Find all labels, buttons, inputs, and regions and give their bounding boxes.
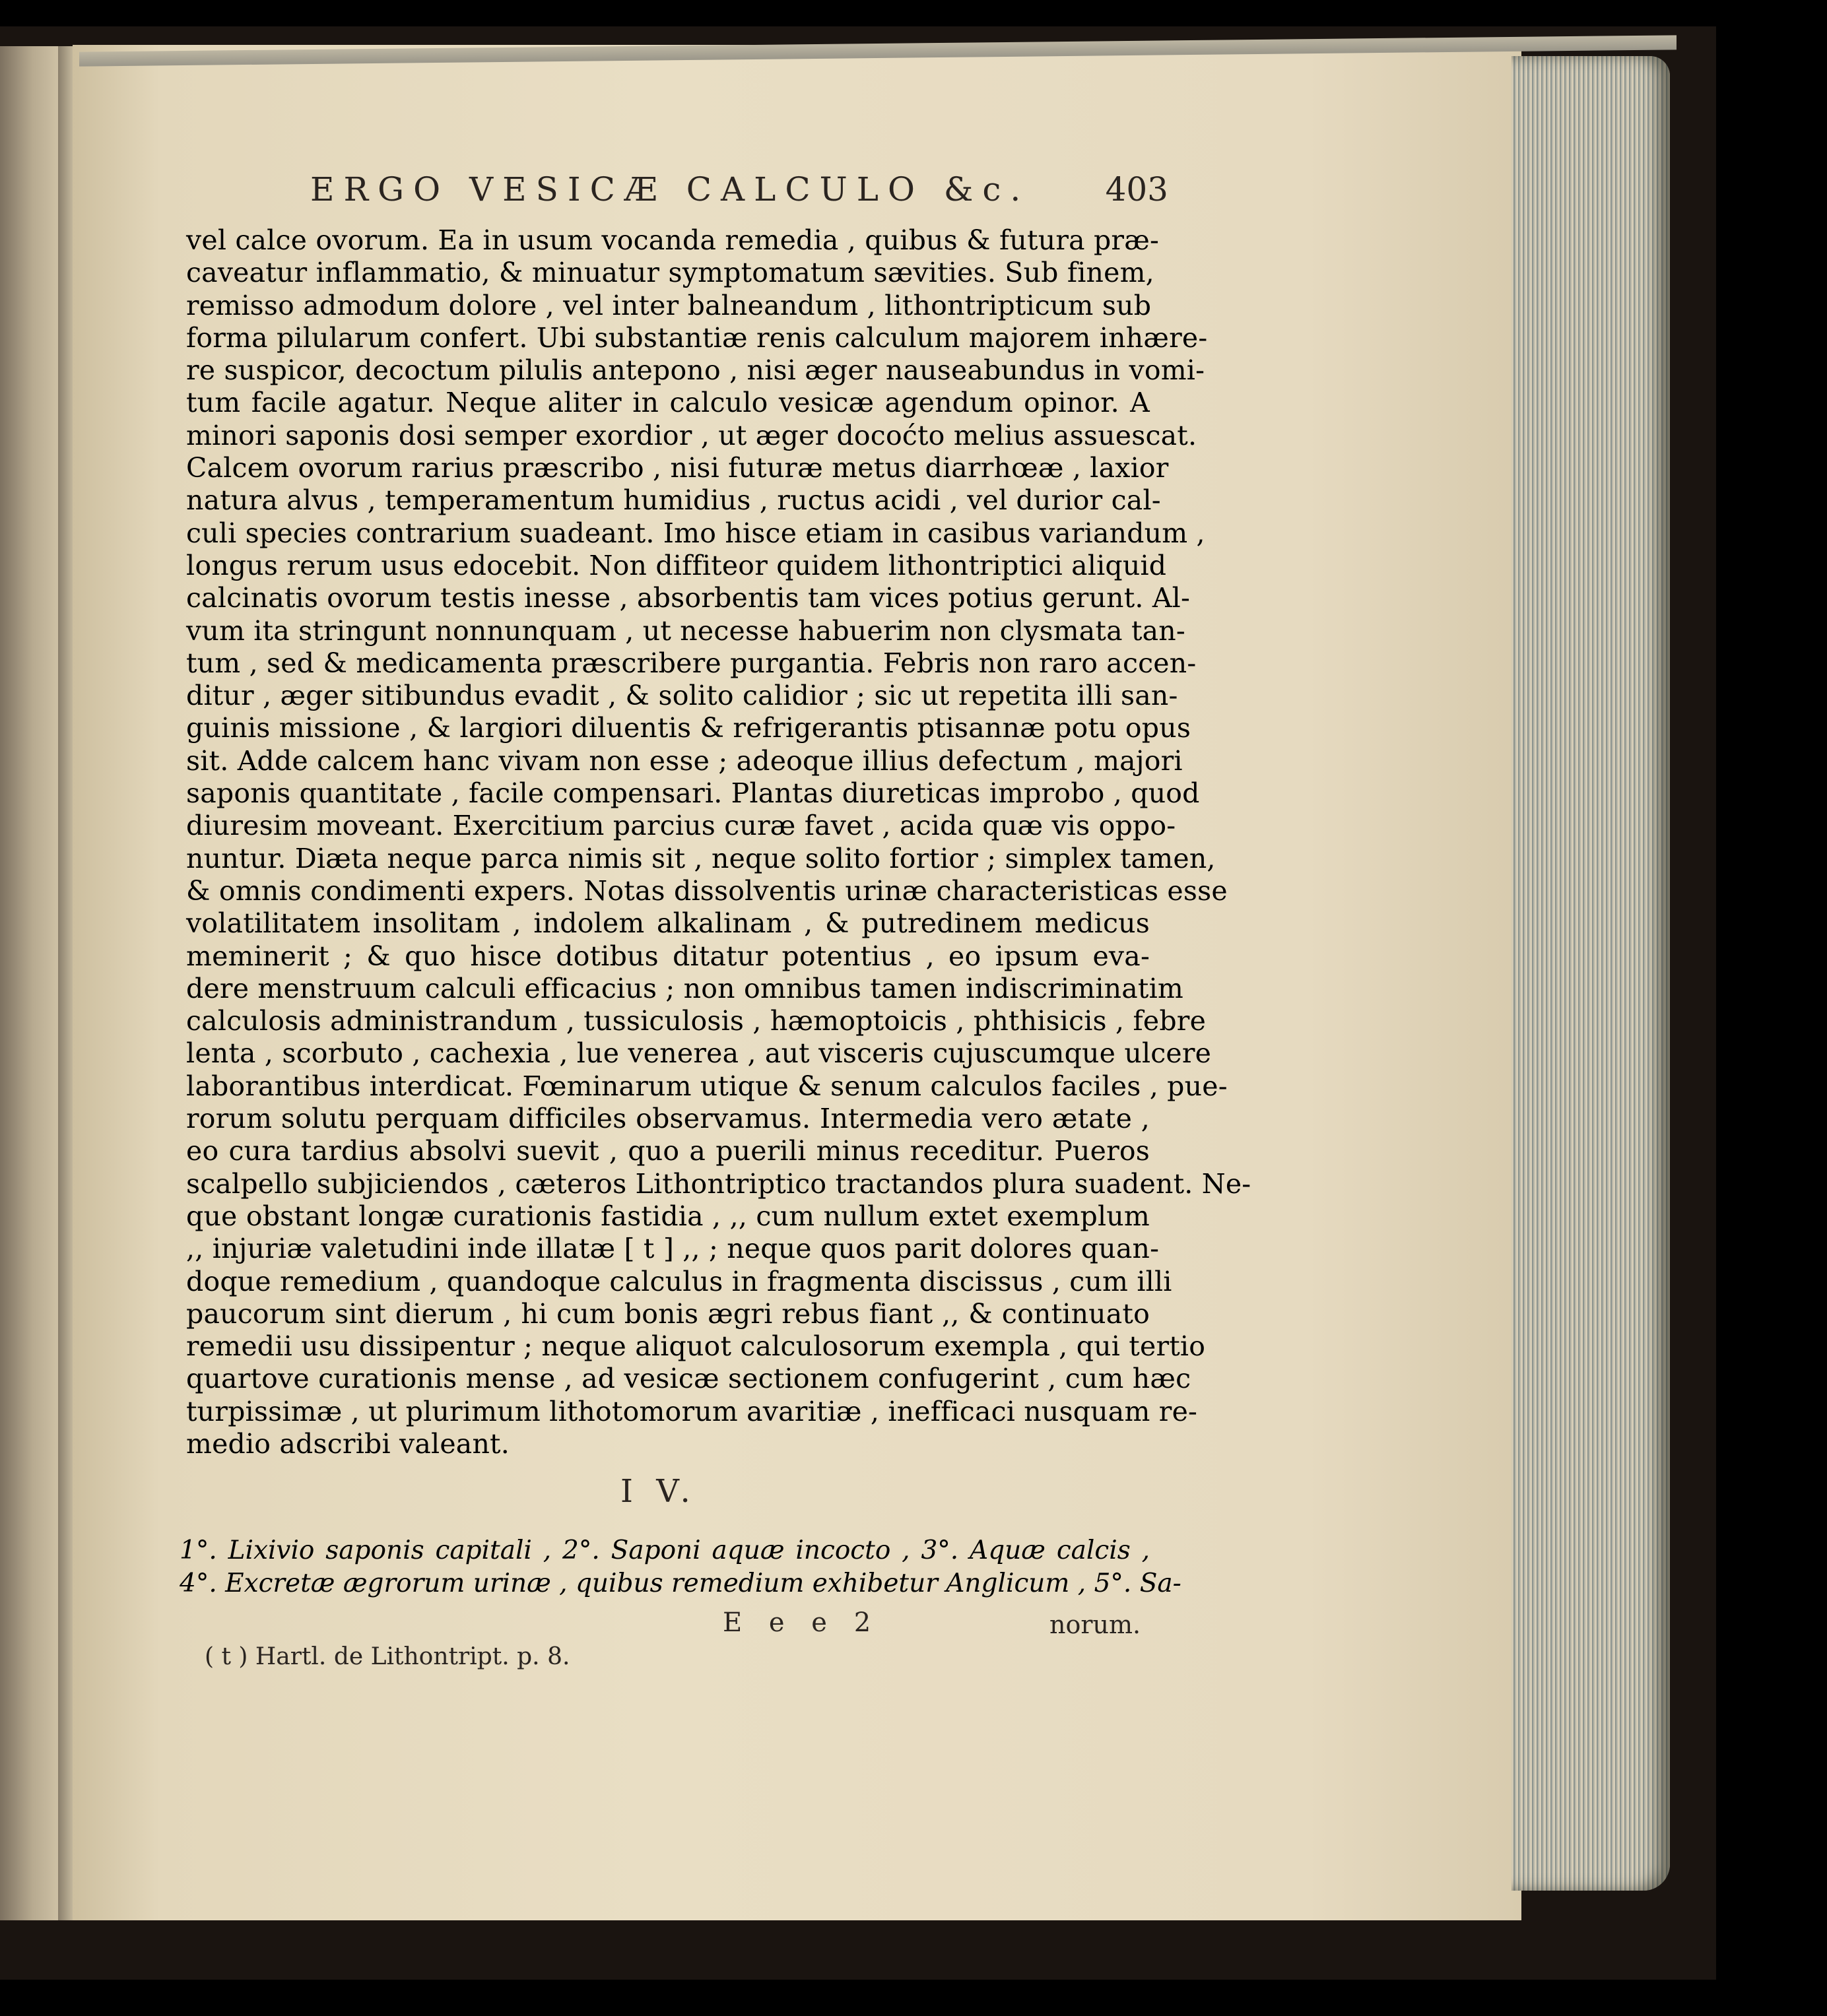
- text-line: longus rerum usus edocebit. Non diffiteor quidem lithontriptici aliquid: [186, 549, 1167, 581]
- signature-mark: E e e 2: [723, 1608, 880, 1638]
- text-line: remedii usu dissipentur ; neque aliquot calculosorum exempla , qui tertio: [186, 1330, 1206, 1363]
- text-line: & omnis condimenti expers. Notas dissolventis urinæ characteristicas esse: [186, 874, 1228, 907]
- text-line: remisso admodum dolore , vel inter balneandum , lithontripticum sub: [186, 289, 1152, 321]
- text-line: calcinatis ovorum testis inesse , absorbentis tam vices potius gerunt. Al-: [186, 582, 1191, 614]
- text-line: scalpello subjiciendos , cæteros Lithontriptico tractandos plura suadent. Ne-: [186, 1167, 1251, 1200]
- text-line: medio adscribi valeant.: [186, 1427, 510, 1460]
- body-text: [186, 224, 1251, 1460]
- text-line: tum , sed & medicamenta præscribere purgantia. Febris non raro accen-: [186, 647, 1197, 679]
- text-line: dere menstruum calculi efficacius ; non omnibus tamen indiscriminatim: [186, 972, 1184, 1004]
- text-line: diuresim moveant. Exercitium parcius curæ favet , acida quæ vis oppo-: [186, 810, 1176, 842]
- numbered-list: [180, 1534, 1181, 1600]
- page-fore-edge: [1511, 56, 1670, 1891]
- list-line: 1°. Lixivio saponis capitali , 2°. Saponi aquæ incocto , 3°. Aquæ calcis ,: [180, 1536, 1150, 1565]
- text-line: eo cura tardius absolvi suevit , quo a puerili minus receditur. Pueros: [186, 1135, 1150, 1167]
- text-line: que obstant longæ curationis fastidia , ,, cum nullum extet exemplum: [186, 1200, 1150, 1232]
- list-line: 4°. Excretæ ægrorum urinæ , quibus remedium exhibetur Anglicum , 5°. Sa-: [180, 1569, 1181, 1598]
- text-line: vum ita stringunt nonnunquam , ut necesse habuerim non clysmata tan-: [186, 614, 1185, 647]
- text-line: Calcem ovorum rarius præscribo , nisi futuræ metus diarrhœæ , laxior: [186, 452, 1169, 484]
- text-line: caveatur inflammatio, & minuatur symptomatum sævities. Sub finem,: [186, 257, 1154, 289]
- text-line: doque remedium , quandoque calculus in fragmenta discissus , cum illi: [186, 1265, 1172, 1297]
- catchword: norum.: [1049, 1610, 1141, 1639]
- text-line: meminerit ; & quo hisce dotibus ditatur potentius , eo ipsum eva-: [186, 940, 1150, 972]
- running-head: ERGO VESICÆ CALCULO &c.: [310, 170, 1030, 209]
- text-line: laborantibus interdicat. Fœminarum utique & senum calculos faciles , pue-: [186, 1070, 1228, 1102]
- text-line: quartove curationis mense , ad vesicæ sectionem confugerint , cum hæc: [186, 1363, 1191, 1395]
- page-number: 403: [1105, 170, 1168, 209]
- text-line: minori saponis dosi semper exordior , ut æger docoćto melius assuescat.: [186, 419, 1197, 451]
- left-page-edge: [0, 46, 61, 1920]
- text-line: sit. Adde calcem hanc vivam non esse ; adeoque illius defectum , majori: [186, 744, 1183, 777]
- footnote: ( t ) Hartl. de Lithontript. p. 8.: [205, 1643, 570, 1670]
- page-header: [310, 170, 1168, 223]
- text-line: rorum solutu perquam difficiles observamus. Intermedia vero ætate ,: [186, 1103, 1150, 1135]
- text-line: natura alvus , temperamentum humidius , ructus acidi , vel durior cal-: [186, 484, 1161, 517]
- text-line: saponis quantitate , facile compensari. Plantas diureticas improbo , quod: [186, 777, 1200, 810]
- text-line: forma pilularum confert. Ubi substantiæ renis calculum majorem inhære-: [186, 321, 1208, 354]
- text-line: tum facile agatur. Neque aliter in calculo vesicæ agendum opinor. A: [186, 387, 1150, 419]
- text-line: culi species contrarium suadeant. Imo hisce etiam in casibus variandum ,: [186, 517, 1205, 549]
- text-line: paucorum sint dierum , hi cum bonis ægri rebus fiant ,, & continuato: [186, 1297, 1150, 1330]
- text-line: guinis missione , & largiori diluentis & refrigerantis ptisannæ potu opus: [186, 712, 1191, 744]
- text-line: turpissimæ , ut plurimum lithotomorum avaritiæ , inefficaci nusquam re-: [186, 1395, 1198, 1427]
- text-line: ditur , æger sitibundus evadit , & solito calidior ; sic ut repetita illi san-: [186, 680, 1178, 712]
- text-line: vel calce ovorum. Ea in usum vocanda remedia , quibus & futura præ-: [186, 224, 1160, 256]
- text-line: nuntur. Diæta neque parca nimis sit , neque solito fortior ; simplex tamen,: [186, 842, 1216, 874]
- section-heading: I V.: [620, 1473, 697, 1510]
- text-line: re suspicor, decoctum pilulis antepono , nisi æger nauseabundus in vomi-: [186, 354, 1205, 387]
- text-line: ,, injuriæ valetudini inde illatæ [ t ] ,, ; neque quos parit dolores quan-: [186, 1233, 1160, 1265]
- text-line: volatilitatem insolitam , indolem alkalinam , & putredinem medicus: [186, 907, 1150, 940]
- text-line: calculosis administrandum , tussiculosis , hæmoptoicis , phthisicis , febre: [186, 1005, 1207, 1037]
- text-line: lenta , scorbuto , cachexia , lue venerea , aut visceris cujuscumque ulcere: [186, 1037, 1212, 1070]
